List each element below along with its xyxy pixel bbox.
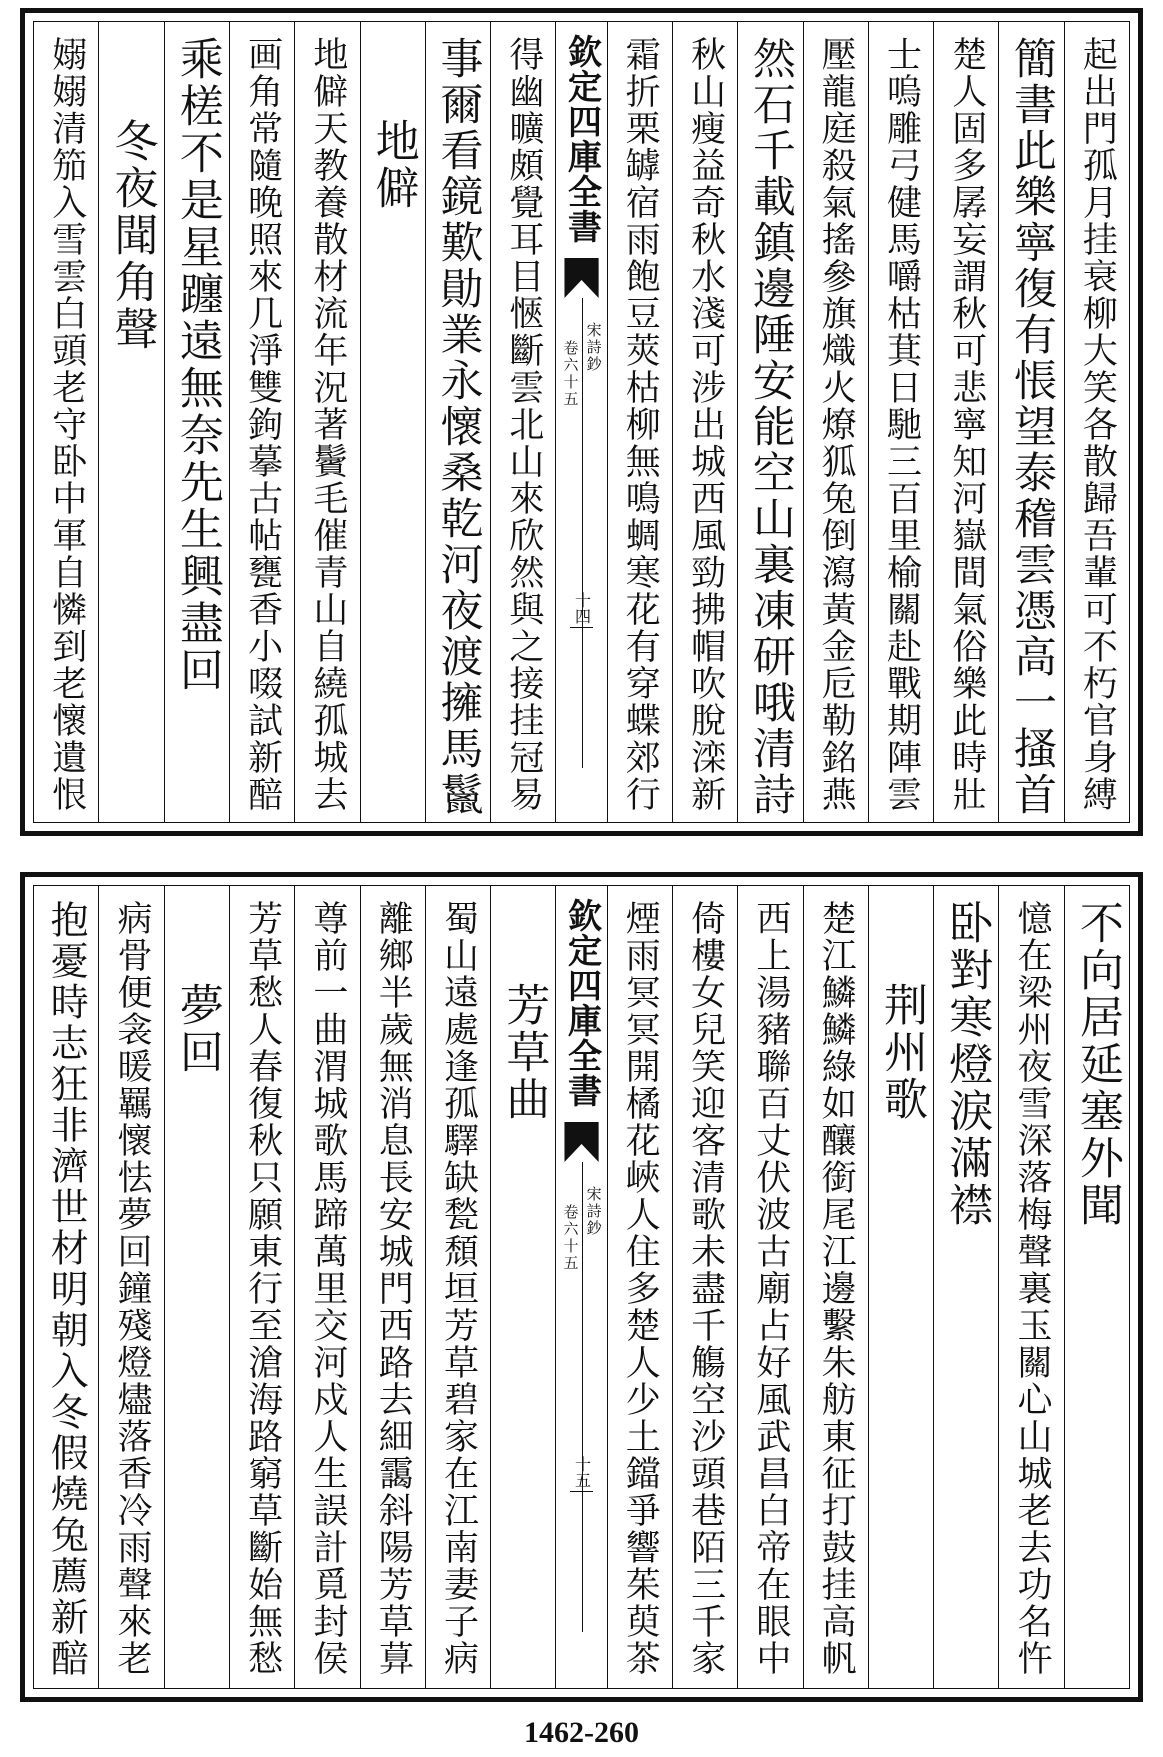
- book-title: 欽定四庫全書: [561, 34, 602, 244]
- text-column: [164, 22, 229, 822]
- text-column: [672, 886, 737, 1688]
- book-title: 欽定四庫全書: [561, 898, 602, 1108]
- center-fold-column: [555, 22, 606, 822]
- text-column: [672, 22, 737, 822]
- verse-line: 病骨便衾暖羈懷怯夢回鐘殘燈燼落香冷雨聲來老: [112, 900, 153, 1677]
- verse-line: 卧對寒燈淚滿襟: [941, 900, 993, 1229]
- collection-name: 宋詩鈔: [584, 322, 603, 373]
- fish-tail-mark: [564, 258, 598, 298]
- verse-line: 抱憂時志狂非濟世材明朝入冬假燒兔薦新醅: [44, 900, 89, 1679]
- verse-line: 簡書此樂寧復有悵望泰稽雲憑高一搔首: [1007, 36, 1058, 818]
- text-column: [1064, 886, 1129, 1688]
- text-column: [360, 886, 425, 1688]
- fish-tail-mark: [564, 1122, 598, 1162]
- text-column: [607, 22, 672, 822]
- leaf-number-rule: [570, 1491, 592, 1492]
- verse-line: 起出門孤月挂衰柳大笑各散歸吾輩可不朽官身縛: [1077, 36, 1118, 813]
- verse-line: 霜折栗罅宿雨飽豆莢枯柳無鳴蜩寒花有穿蝶郊行: [620, 36, 661, 813]
- verse-line: 得幽曠頗覺耳目愜斷雲北山來欣然與之接挂冠易: [503, 36, 544, 813]
- leaf-number: 十五: [572, 1456, 592, 1488]
- volume-number: 卷六十五: [561, 1204, 580, 1272]
- text-column: [933, 886, 998, 1688]
- text-column: [803, 22, 868, 822]
- poem-title-column: [868, 886, 933, 1688]
- upper-book-page: [20, 8, 1143, 836]
- lower-book-page: [20, 872, 1143, 1702]
- poem-title: 地僻: [367, 118, 419, 212]
- text-column: [425, 886, 490, 1688]
- verse-line: 憶在梁州夜雪深落梅聲裏玉關心山城老去功名忤: [1012, 900, 1053, 1677]
- leaf-number: 十四: [572, 592, 592, 624]
- upper-text-columns: [34, 22, 1129, 822]
- fold-line: [582, 298, 583, 768]
- poem-title-column: [164, 886, 229, 1688]
- text-column: [803, 886, 868, 1688]
- verse-line: 然石千載鎮邊陲安能空山裏凍研哦清詩: [745, 36, 796, 818]
- text-column: [737, 886, 802, 1688]
- lower-page-frame: [33, 885, 1130, 1689]
- text-column: [229, 22, 294, 822]
- poem-title-column: [98, 22, 163, 822]
- verse-line: 秋山瘦益奇秋水淺可涉出城西風勁拂帽吹脫滦新: [685, 36, 726, 813]
- poem-title: 冬夜聞角聲: [106, 118, 158, 353]
- verse-line: 壓龍庭殺氣搖參旗熾火燎狐兔倒瀉黃金卮勒銘燕: [816, 36, 857, 813]
- center-fold-column: [555, 886, 606, 1688]
- text-column: [868, 22, 933, 822]
- text-column: [998, 22, 1063, 822]
- text-column: [294, 886, 359, 1688]
- verse-line: 煙雨冥冥開橘花峽人住多楚人少土鐺爭響茱萸茶: [620, 900, 661, 1677]
- verse-line: 乘槎不是星躔遠無奈先生興盡回: [171, 36, 223, 694]
- text-column: [229, 886, 294, 1688]
- text-column: [34, 886, 98, 1688]
- lower-text-columns: [34, 886, 1129, 1688]
- verse-line: 離鄉半歲無消息長安城門西路去細靄斜陽芳草萛: [373, 900, 414, 1677]
- verse-line: 西上湯豬聯百丈伏波古廟占好風武昌白帝在眼中: [750, 900, 791, 1677]
- verse-line: 不向居延塞外聞: [1071, 900, 1123, 1229]
- verse-line: 画角常隨晚照來几淨雙鉤摹古帖甕香小啜試新醅: [242, 36, 283, 813]
- text-column: [294, 22, 359, 822]
- verse-line: 楚人固多孱妄謂秋可悲寧知河嶽間氣俗樂此時壯: [946, 36, 987, 813]
- text-column: [998, 886, 1063, 1688]
- text-column: [490, 22, 555, 822]
- verse-line: 尊前一曲渭城歌馬蹄萬里交河戍人生誤計覓封侯: [307, 900, 348, 1677]
- upper-page-frame: [33, 21, 1130, 823]
- verse-line: 地僻天教養散材流年況著鬢毛催青山自繞孤城去: [307, 36, 348, 813]
- page-reference: 1462-260: [524, 1716, 639, 1749]
- poem-title: 芳草曲: [498, 982, 550, 1123]
- poem-title-column: [490, 886, 555, 1688]
- poem-title: 荆州歌: [875, 982, 927, 1123]
- verse-line: 士嗚雕弓健馬嚼枯萁日馳三百里榆關赴戰期陣雲: [881, 36, 922, 813]
- leaf-number-rule: [570, 627, 592, 628]
- verse-line: 倚樓女兒笑迎客清歌未盡千觴空沙頭巷陌三千家: [685, 900, 726, 1677]
- text-column: [1064, 22, 1129, 822]
- text-column: [737, 22, 802, 822]
- fold-line: [582, 1162, 583, 1632]
- text-column: [607, 886, 672, 1688]
- verse-line: 嫋嫋清笳入雪雲白頭老守卧中軍自憐到老懷遺恨: [46, 36, 87, 813]
- poem-title-column: [360, 22, 425, 822]
- collection-name: 宋詩鈔: [584, 1186, 603, 1237]
- volume-number: 卷六十五: [561, 340, 580, 408]
- verse-line: 事爾看鏡歎勛業永懷桑乾河夜渡擁馬鬣: [433, 36, 484, 818]
- text-column: [98, 886, 163, 1688]
- verse-line: 芳草愁人春復秋只願東行至滄海路窮草斷始無愁: [242, 900, 283, 1677]
- verse-line: 楚江鱗鱗綠如釀銜尾江邊繫朱舫東征打鼓挂高帆: [816, 900, 857, 1677]
- text-column: [34, 22, 98, 822]
- poem-title: 夢回: [171, 982, 223, 1076]
- verse-line: 蜀山遠處逢孤驛缺甃頹垣芳草碧家在江南妻子病: [438, 900, 479, 1677]
- text-column: [425, 22, 490, 822]
- text-column: [933, 22, 998, 822]
